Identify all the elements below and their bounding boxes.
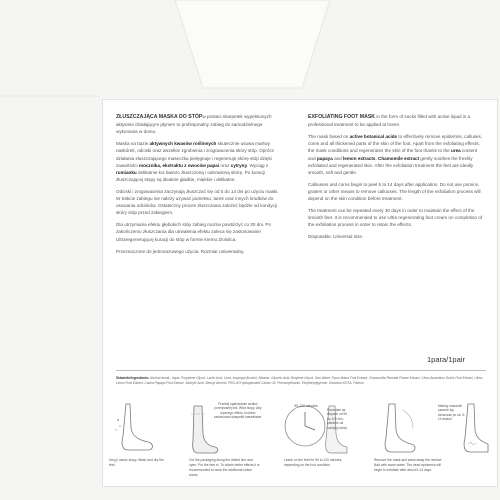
text-run-bold: urea bbox=[451, 148, 461, 154]
text-run-bold: papaya bbox=[316, 155, 333, 161]
text-run: The mask based on bbox=[308, 134, 350, 140]
step-caption: Leave on the feet for 90 to 120 minutes, depending on the foot condition. bbox=[284, 458, 343, 467]
text-run: . bbox=[375, 155, 379, 161]
polish-paragraph-2: Odciski i zrogowacenia zaczynają złuszczać się od 5 do 14 dni po użyciu maski. W trakcie zabiegu nie należy używać pumeksu, tarek oraz innych środków do usuwania odcisków. Ostateczny proces złuszczania zależeć będzie od kondycji skóry stóp przed zabiegiem. bbox=[116, 188, 279, 216]
polish-description bbox=[116, 113, 284, 260]
divider bbox=[116, 370, 486, 371]
step-put-on-socks bbox=[188, 400, 263, 480]
instruction-steps bbox=[108, 400, 492, 480]
english-paragraph-1 bbox=[308, 133, 484, 176]
text-run: skutecznie usuwa martwy naskórek, odciski oraz wszelkie zgrubienia i zrogowacenia skóry stóp. Oprócz działania złuszczającego maseczka pielęgnuje i regeneruje skórę stóp dzięki zawartości bbox=[116, 141, 275, 168]
ingredients-text: Alcohol denat., Aqua, Propylene Glycol, Lactic Acid, Urea, Isopropyl Alcohol, Betaine, Glycolic Acid, Butylene Glycol, Sea Water, Pyrus Malus Fruit Extract, Chamomilla Recutita Flower Extract, Citrus Aurantium Dulcis Fruit Extract, Citrus Limon Fruit Extract, Carica Papaya Fruit Extract, Salicylic Acid, Benzyl Alcohol, PEG-40 Hydrogenated Castor Oil, Phenoxyethanol, Ethylhexylglycerin, Disodium EDTA, Parfum. bbox=[116, 376, 483, 385]
rinse-foot-icon bbox=[373, 400, 428, 456]
text-run-bold: active botanical acids bbox=[349, 134, 398, 140]
step-wait bbox=[283, 400, 353, 480]
ingredients-label: Składniki/Ingredients: bbox=[116, 376, 150, 380]
step-wash-feet bbox=[108, 400, 168, 480]
text-run: . Wyciąg z bbox=[247, 162, 269, 168]
step-caption: Remove the mask and wash away the residue fluid with warm water. The dead epidermis will begin to exfoliate after about 5-14 days. bbox=[374, 458, 442, 472]
step-peeling bbox=[438, 400, 493, 480]
text-run-bold: lemon extracts bbox=[343, 155, 376, 161]
package-back-panel bbox=[103, 100, 497, 486]
step-caption: Umyj i osusz stopy. Wash and dry the feet. bbox=[109, 458, 164, 467]
text-run-bold: cytryny bbox=[230, 162, 247, 168]
polish-intro: w postaci skarpetek wypełnionych aktywnie działającym płynem to profesjonalny zabieg do samodzielnego wykonania w domu. bbox=[116, 114, 272, 135]
step-tip: Pozostaw na stopach od 90 do 120 min, zależnie od kondycji skóry. bbox=[327, 408, 348, 430]
text-run: gently soothes the freshly exfoliated and regenerated skin. After the exfoliation treatment the feet are ideally smooth, soft and gentle. bbox=[308, 155, 474, 175]
text-run: delikatnie koi świeżo złuszczoną i odnowioną skórę. Po kuracji złuszczającej stopy są idealnie gładkie, miękkie i delikatne. bbox=[116, 169, 265, 182]
english-paragraph-4: Disposable. Universal size. bbox=[308, 234, 364, 240]
english-description bbox=[308, 113, 484, 246]
english-paragraph-3: The treatment can be repeated every 30 days in order to maintain the effect of the smooth feet. It is recommended to use Ultra regenerating foot cream on completion of the exfoliation process in order to retain the effects. bbox=[308, 208, 483, 228]
polish-paragraph-1 bbox=[116, 140, 284, 183]
text-run: content and bbox=[308, 148, 478, 161]
text-run-bold: rumianku bbox=[116, 169, 137, 175]
text-run-bold: aktywnych kwasów roślinnych bbox=[149, 141, 217, 147]
text-run: and bbox=[332, 155, 344, 161]
english-intro: in the form of socks filled with active liquid is a professional treatment to be applied at home. bbox=[308, 114, 471, 128]
ingredients-list bbox=[116, 376, 486, 386]
clock-label: 90-120 minutes bbox=[294, 404, 318, 408]
polish-title: ZŁUSZCZAJĄCA MASKA DO STÓP bbox=[116, 114, 203, 120]
step-tip: Przetnij opakowanie wzdłuż przerywanej linii. Włóż stopy. Aby lepszego efektu, możesz zastosować skarpetki bawełniane. bbox=[213, 402, 263, 420]
text-run: Maska na bazie bbox=[116, 141, 150, 147]
english-title: EXFOLIATING FOOT MASK bbox=[308, 114, 376, 120]
text-run: to effectively remove epidermis, calluses, corns and all thickened parts of the skin of the foot. Apart from the exfoliating effects, the mask conditions and regenerates the skin of the foot thanks to the bbox=[308, 134, 483, 154]
foot-wash-icon bbox=[108, 400, 168, 456]
text-run-bold: mocznika, ekstraktu z owoców papai bbox=[138, 162, 220, 168]
step-remove-and-rinse bbox=[373, 400, 442, 480]
polish-paragraph-3: Dla utrzymania efektu głębokich stóp zabieg można powtórzyć co 30 dni. Po zakończeniu złuszczania dla utrwalenia efektu zaleca się zastosowanie Ultraregenerującej kuracji do stóp w formie kremu Ziololica. bbox=[116, 222, 271, 242]
pair-count-label: 1para/1pair bbox=[427, 355, 465, 364]
english-paragraph-2: Callouses and corns begin to peel 5 to 14 days after application. Do not use pumice, graters or other means to remove callouses. The length of the exfoliation process will depend on the skin condition before treatment. bbox=[308, 181, 481, 202]
polish-paragraph-4: Przeznaczone do jednorazowego użycia. Rozmiar uniwersalny. bbox=[116, 248, 245, 254]
text-run-bold: Chamomile extract bbox=[378, 155, 420, 161]
text-run: oraz bbox=[219, 162, 231, 168]
step-caption: Cut the packaging along the dotted line and open. Put the feet in. To obtain better effects it is recommended to wear the additional cotton socks. bbox=[189, 458, 260, 477]
step-tip: Martwy naskórek zacznie się złuszczać po ok. 5-14 dniach. bbox=[438, 404, 466, 422]
